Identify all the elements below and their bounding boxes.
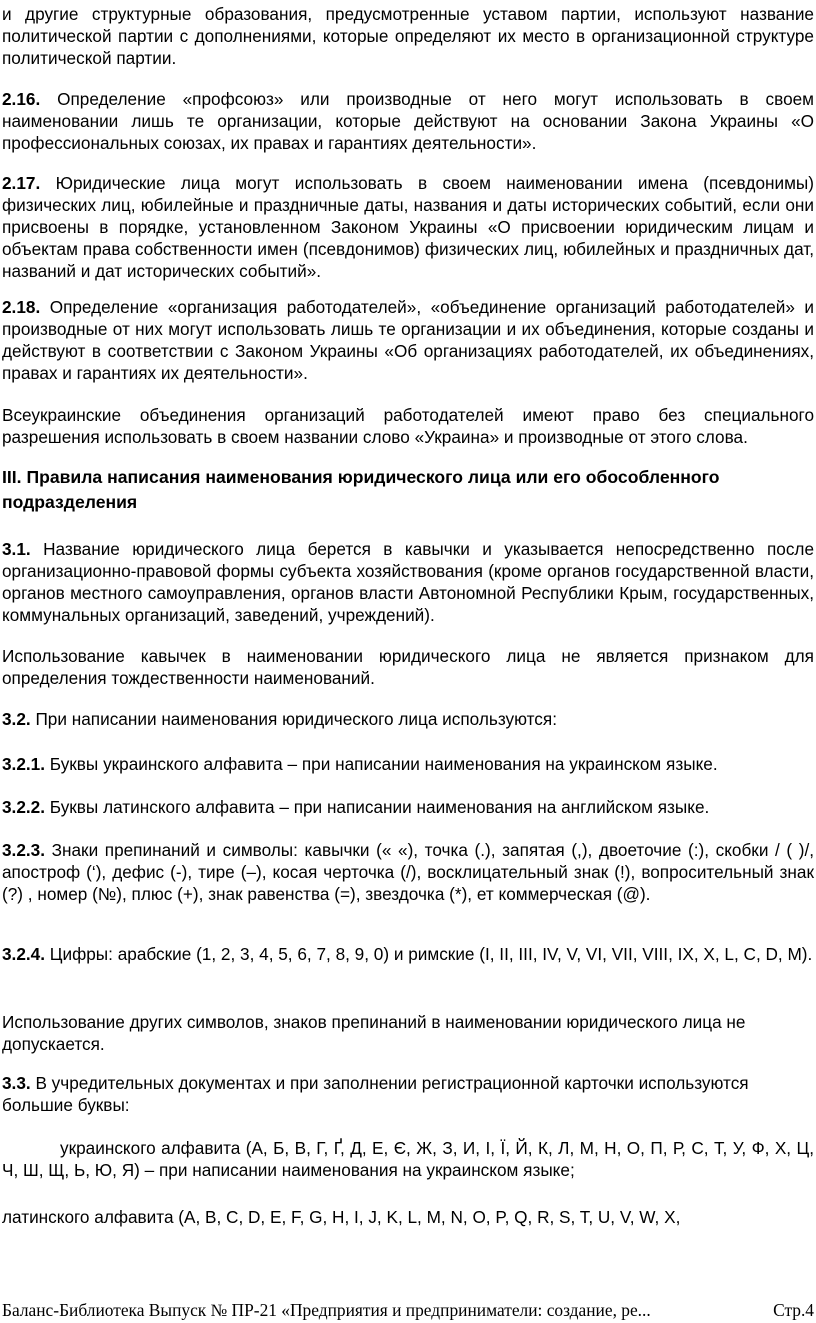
latin-alphabet-item: латинского алфавита (A, B, C, D, E, F, G, H, I, J, K, L, M, N, O, P, Q, R, S, T, U, V, W, X, bbox=[2, 1207, 681, 1227]
section-heading: III. Правила написания наименования юридического лица или его обособленного подразделения bbox=[2, 467, 720, 512]
clause-text: Цифры: арабские (1, 2, 3, 4, 5, 6, 7, 8, 9, 0) и римские (I, II, III, IV, V, VI, VII, VIII, IX, X, L, C, D, M). bbox=[45, 944, 813, 964]
clause-text: Определение «профсоюз» или производные от него могут использовать в своем наименовании лишь те организации, которые действуют на основании Закона Украины «О профессиональных союзах, их правах и гарантиях деятельности». bbox=[2, 89, 814, 153]
page-number: Стр.4 bbox=[773, 1300, 814, 1320]
clause-text: При написании наименования юридического лица используются: bbox=[30, 709, 557, 729]
paragraph-2-18 bbox=[2, 296, 814, 384]
paragraph-2-17 bbox=[2, 172, 814, 282]
paragraph-3-2-4 bbox=[2, 943, 814, 965]
clause-number: 3.2.4. bbox=[2, 944, 46, 964]
clause-text: Знаки препинаний и символы: кавычки (« «), точка (.), запятая (,), двоеточие (:), скобки / ( )/, апостроф (‘), дефис (-), тире (–), косая черточка (/), восклицательный знак (!), вопросительный знак (?) , номер (№), плюс (+), знак равенства (=), звездочка (*), ет коммерческая (@). bbox=[2, 840, 814, 904]
paragraph-3-1-continued: Использование кавычек в наименовании юридического лица не является признаком для определения тождественности наименований. bbox=[2, 646, 814, 688]
clause-number: 3.2.1. bbox=[2, 754, 46, 774]
clause-number: 3.3. bbox=[2, 1073, 31, 1093]
clause-number: 3.1. bbox=[2, 539, 31, 559]
clause-number: 2.17. bbox=[2, 173, 41, 193]
page-footer bbox=[2, 1299, 814, 1321]
paragraph-2-16 bbox=[2, 88, 814, 154]
ukrainian-alphabet-item: украинского алфавита (А, Б, В, Г, Ґ, Д, Е, Є, Ж, З, И, І, Ї, Й, К, Л, М, Н, О, П, Р, С, Т, У, Ф, Х, Ц, Ч, Ш, Щ, Ь, Ю, Я) – при написании наименования на украинском языке; bbox=[2, 1138, 814, 1180]
clause-number: 3.2.3. bbox=[2, 840, 46, 860]
paragraph-3-2-2 bbox=[2, 796, 814, 818]
clause-text: В учредительных документах и при заполнении регистрационной карточки используются большие буквы: bbox=[2, 1073, 749, 1115]
paragraph-3-3 bbox=[2, 1072, 814, 1116]
clause-text: Буквы латинского алфавита – при написании наименования на английском языке. bbox=[45, 797, 710, 817]
clause-number: 2.18. bbox=[2, 297, 41, 317]
clause-number: 3.2.2. bbox=[2, 797, 46, 817]
clause-text: Определение «организация работодателей», «объединение организаций работодателей» и производные от них могут использовать лишь те организации и их объединения, которые созданы и действуют в соответствии с Законом Украины «Об организациях работодателей, их объединениях, правах и гарантиях их деятельности». bbox=[2, 297, 814, 383]
footer-source: Баланс-Библиотека Выпуск № ПР-21 «Предприятия и предприниматели: создание, ре... bbox=[2, 1300, 651, 1320]
paragraph-continuation: и другие структурные образования, предусмотренные уставом партии, используют название политической партии с дополнениями, которые определяют их место в организационной структуре политической партии. bbox=[2, 4, 814, 68]
clause-text: Название юридического лица берется в кавычки и указывается непосредственно после организационно-правовой формы субъекта хозяйствования (кроме органов государственной власти, органов местного самоуправления, органов власти Автономной Республики Крым, государственных, коммунальных организаций, заведений, учреждений). bbox=[2, 539, 814, 625]
paragraph-2-18-continued: Всеукраинские объединения организаций работодателей имеют право без специального разрешения использовать в своем названии слово «Украина» и производные от этого слова. bbox=[2, 405, 814, 447]
clause-text: Юридические лица могут использовать в своем наименовании имена (псевдонимы) физических лиц, юбилейные и праздничные даты, названия и даты исторических событий, если они присвоены в порядке, установленном Законом Украины «О присвоении юридическим лицам и объектам права собственности имен (псевдонимов) физических лиц, юбилейных и праздничных дат, названий и дат исторических событий». bbox=[2, 173, 814, 281]
paragraph-3-1 bbox=[2, 538, 814, 626]
paragraph-3-2 bbox=[2, 708, 814, 730]
clause-number: 3.2. bbox=[2, 709, 31, 729]
clause-text: Буквы украинского алфавита – при написании наименования на украинском языке. bbox=[45, 754, 718, 774]
paragraph-3-2-1 bbox=[2, 753, 814, 775]
paragraph-3-2-4-continued: Использование других символов, знаков препинаний в наименовании юридического лица не допускается. bbox=[2, 1012, 746, 1054]
paragraph-3-2-3 bbox=[2, 839, 814, 905]
clause-number: 2.16. bbox=[2, 89, 41, 109]
